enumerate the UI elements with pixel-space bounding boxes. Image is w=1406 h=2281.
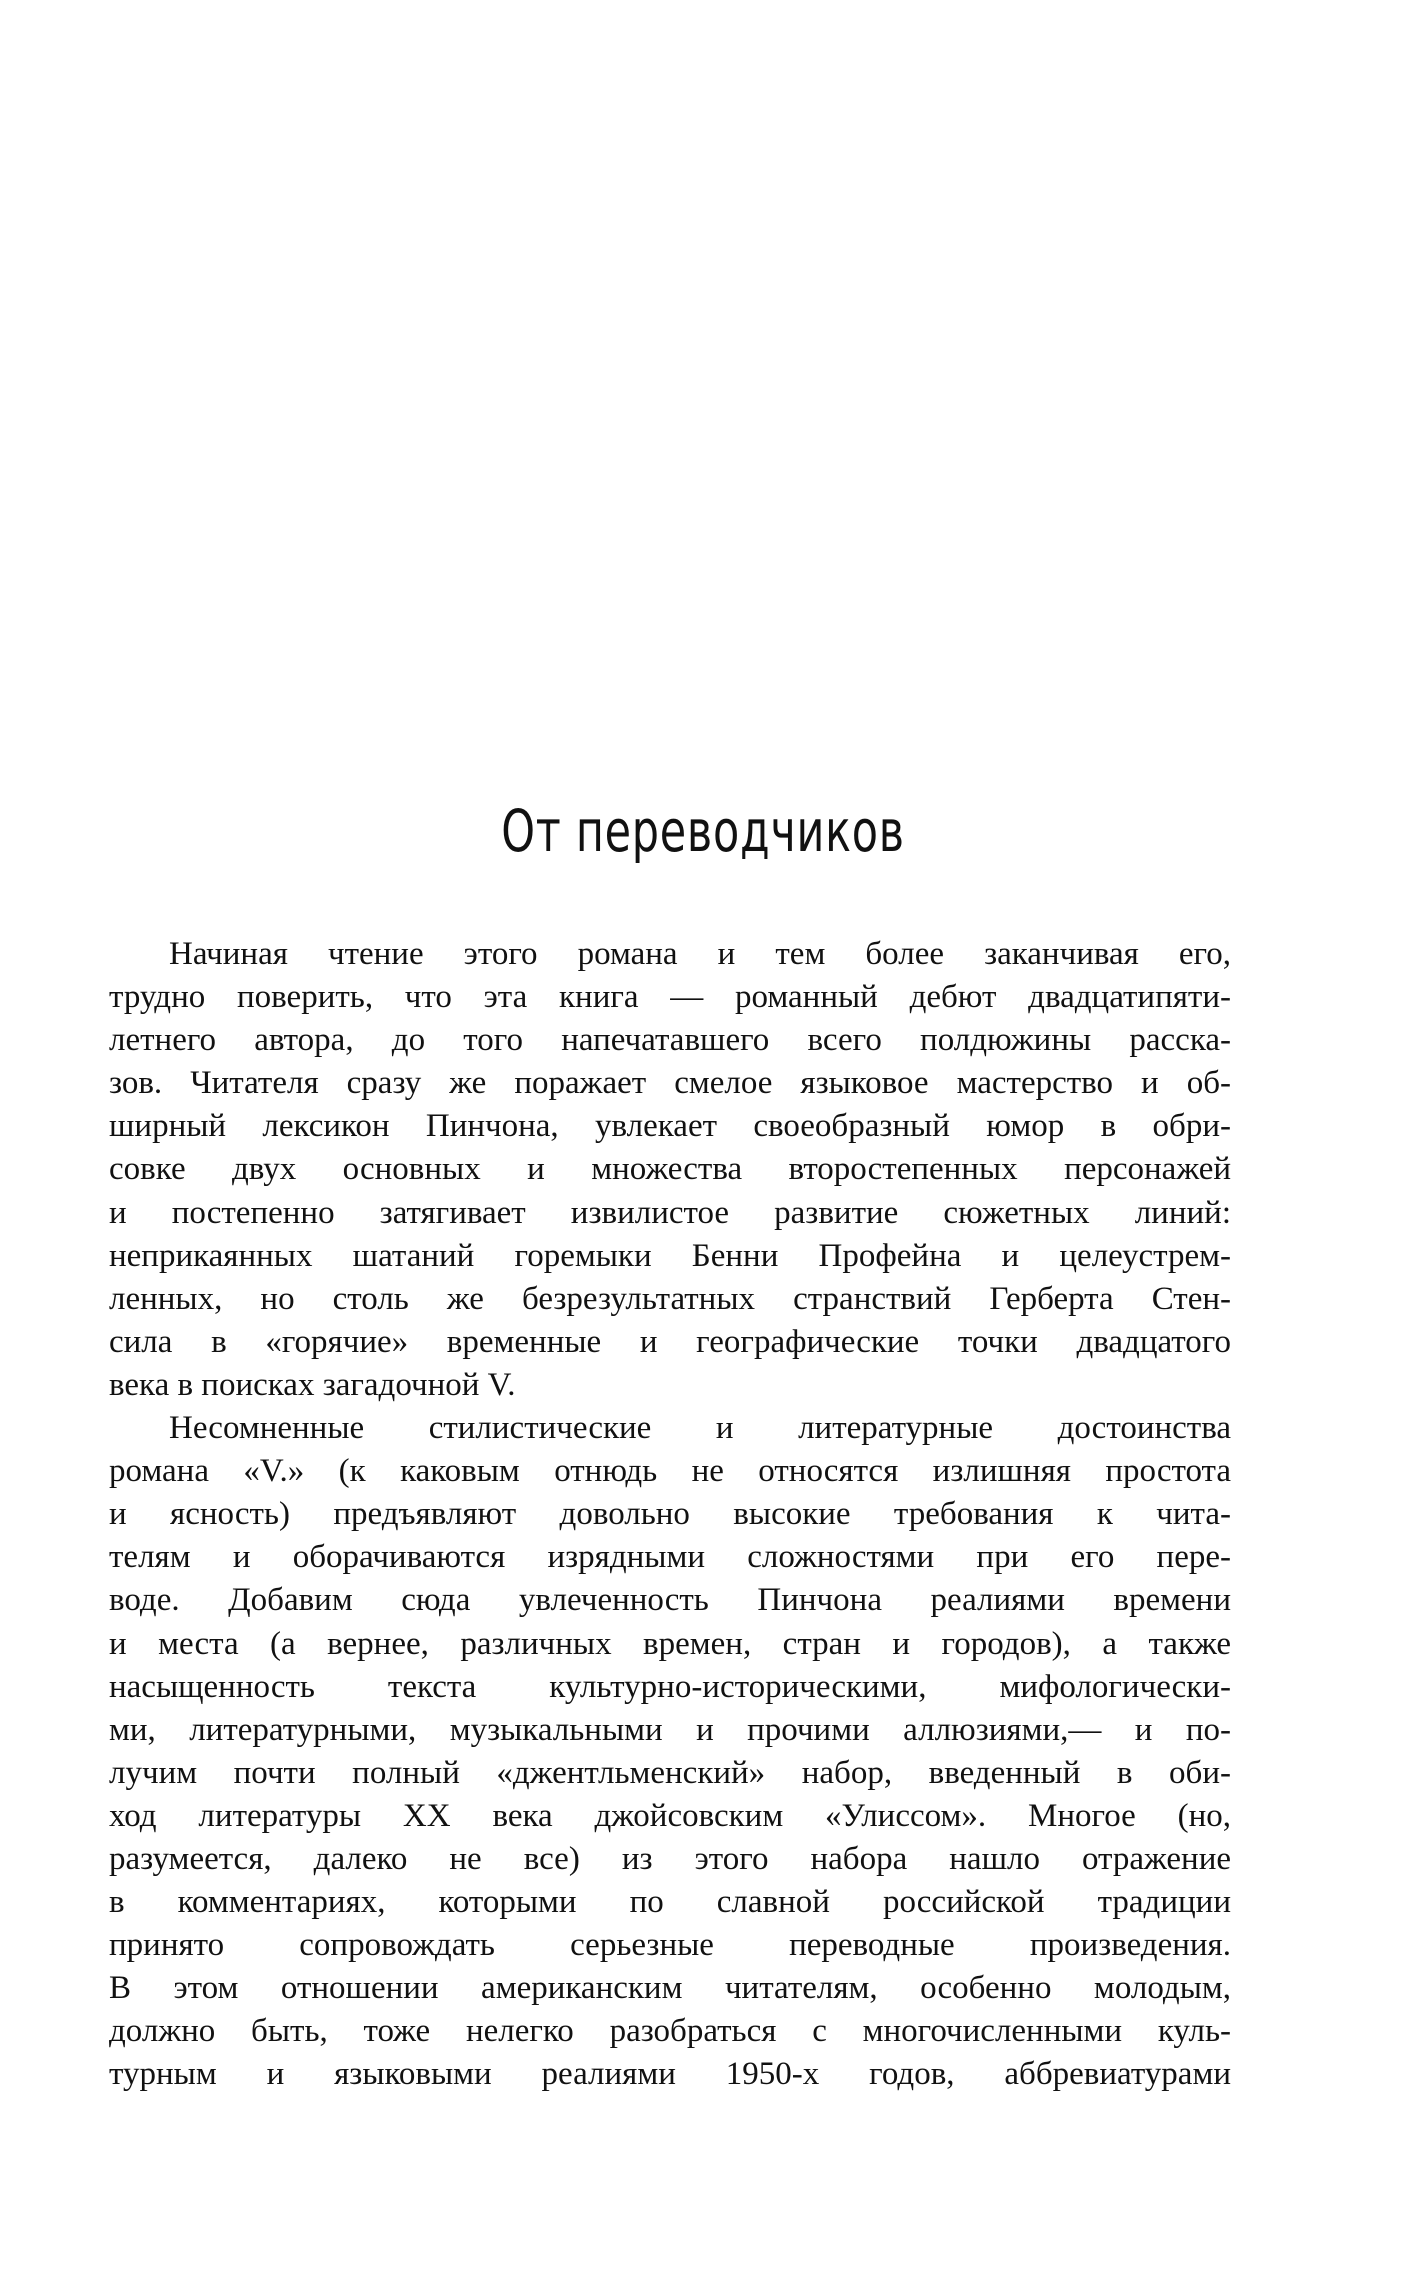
text-line: турным и языковыми реалиями 1950-х годов, аббревиатурами (109, 2056, 1231, 2093)
text-line: сила в «горячие» временные и географические точки двадцатого (109, 1323, 1231, 1360)
text-line: ми, литературными, музыкальными и прочими аллюзиями,— и по- (109, 1711, 1231, 1748)
text-line: насыщенность текста культурно-историческими, мифологически- (109, 1668, 1231, 1705)
text-line: ход литературы XX века джойсовским «Улиссом». Многое (но, (109, 1797, 1231, 1834)
text-line: воде. Добавим сюда увлеченность Пинчона реалиями времени (109, 1582, 1231, 1619)
text-line: Начиная чтение этого романа и тем более заканчивая его, (169, 936, 1231, 972)
text-line: романа «V.» (к каковым отнюдь не относятся излишняя простота (109, 1453, 1231, 1490)
text-line: трудно поверить, что эта книга — романный дебют двадцатипяти- (109, 979, 1231, 1016)
text-line: ширный лексикон Пинчона, увлекает своеобразный юмор в обри- (109, 1108, 1231, 1145)
text-line: зов. Читателя сразу же поражает смелое языковое мастерство и об- (109, 1065, 1231, 1102)
text-line: в комментариях, которыми по славной российской традиции (109, 1884, 1231, 1921)
text-line: и постепенно затягивает извилистое развитие сюжетных линий: (109, 1194, 1231, 1231)
text-line: века в поисках загадочной V. (109, 1366, 516, 1403)
text-line: ленных, но столь же безрезультатных странствий Герберта Стен- (109, 1280, 1231, 1317)
text-line: должно быть, тоже нелегко разобраться с многочисленными куль- (109, 2013, 1231, 2050)
text-line: и ясность) предъявляют довольно высокие требования к чита- (109, 1496, 1231, 1533)
body-text (109, 933, 1231, 2097)
text-line: и места (а вернее, различных времен, стран и городов), а также (109, 1625, 1231, 1662)
text-line: Несомненные стилистические и литературные достоинства (169, 1410, 1231, 1447)
text-line: неприкаянных шатаний горемыки Бенни Профейна и целеустрем- (109, 1237, 1231, 1274)
text-line: лучим почти полный «джентльменский» набор, введенный в оби- (109, 1754, 1231, 1791)
chapter-heading: От переводчиков (501, 797, 905, 865)
text-line: принято сопровождать серьезные переводные произведения. (109, 1927, 1231, 1964)
text-line: В этом отношении американским читателям, особенно молодым, (109, 1970, 1231, 2007)
paragraph-2 (109, 1407, 1231, 2097)
text-line: летнего автора, до того напечатавшего всего полдюжины расска- (109, 1022, 1231, 1059)
text-line: телям и оборачиваются изрядными сложностями при его пере- (109, 1539, 1231, 1576)
text-line: разумеется, далеко не все) из этого набора нашло отражение (109, 1840, 1231, 1877)
paragraph-1 (109, 933, 1231, 1407)
text-line: совке двух основных и множества второстепенных персонажей (109, 1151, 1231, 1188)
